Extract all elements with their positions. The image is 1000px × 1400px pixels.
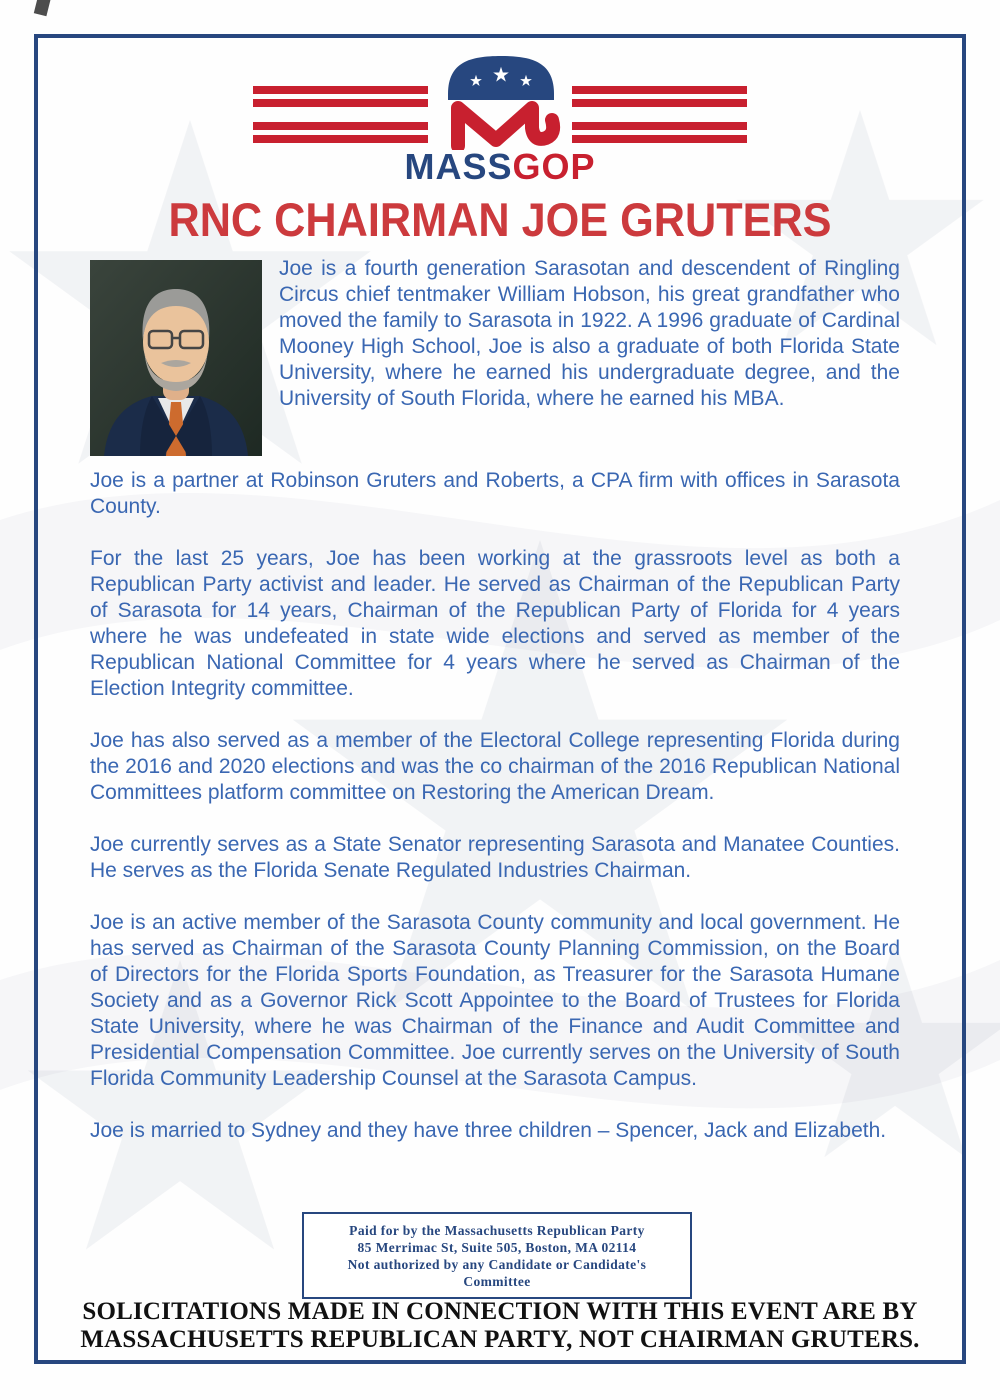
logo-stripe-right <box>572 135 747 143</box>
disclaimer-line: Committee <box>463 1274 531 1289</box>
massgop-elephant-icon <box>438 52 564 150</box>
solicitation-notice <box>0 1298 1000 1354</box>
massgop-wordmark <box>0 146 1000 188</box>
paid-for-disclaimer-box <box>302 1212 692 1299</box>
bio-paragraph-5: Joe currently serves as a State Senator representing Sarasota and Manatee Counties. He serves as the Florida Senate Regulated Industries Chairman. <box>90 833 900 882</box>
solicitation-line-1: SOLICITATIONS MADE IN CONNECTION WITH THIS EVENT ARE BY <box>82 1298 918 1325</box>
logo-stripe-right <box>572 86 747 94</box>
logo-stripe-left <box>253 99 428 107</box>
page-title: RNC CHAIRMAN JOE GRUTERS <box>168 193 832 246</box>
bio-paragraph-2: Joe is a partner at Robinson Gruters and Roberts, a CPA firm with offices in Sarasota County. <box>90 469 900 518</box>
bio-paragraph-4: Joe has also served as a member of the Electoral College representing Florida during the 2016 and 2020 elections and was the co chairman of the 2016 Republican National Committees platform committee on Restoring the American Dream. <box>90 729 900 804</box>
disclaimer-line: Not authorized by any Candidate or Candidate's <box>347 1257 647 1272</box>
logo-stripe-left <box>253 122 428 130</box>
logo-stripe-right <box>572 99 747 107</box>
brand-mass: MASS <box>404 146 513 187</box>
logo-stripe-left <box>253 86 428 94</box>
bio-paragraph-6: Joe is an active member of the Sarasota County community and local government. He has served as Chairman of the Sarasota County Planning Commission, on the Board of Directors for the Florida Sports Foundation, as Treasurer for the Sarasota Humane Society and as a Governor Rick Scott Appointee to the Board of Trustees for Florida State University, where he was Chairman of the Finance and Audit Committee and Presidential Compensation Committee. Joe currently serves on the University of South Florida Community Leadership Counsel at the Sarasota Campus. <box>90 911 900 1090</box>
disclaimer-line: 85 Merrimac St, Suite 505, Boston, MA 02114 <box>357 1240 637 1255</box>
logo-stripe-left <box>253 135 428 143</box>
solicitation-line-2: MASSACHUSETTS REPUBLICAN PARTY, NOT CHAIRMAN GRUTERS. <box>80 1326 920 1353</box>
intro-section <box>90 256 900 412</box>
disclaimer-line: Paid for by the Massachusetts Republican Party <box>349 1223 645 1238</box>
bio-paragraph-3: For the last 25 years, Joe has been working at the grassroots level as both a Republican Party activist and leader. He served as Chairman of the Republican Party of Sarasota for 14 years, Chairman of the Republican Party of Florida for 4 years where he was undefeated in state wide elections and served as member of the Republican National Committee for 4 years where he served as Chairman of the Election Integrity committee. <box>90 547 900 700</box>
brand-gop: GOP <box>512 146 596 187</box>
joe-gruters-photo <box>90 260 262 456</box>
logo-stripe-right <box>572 122 747 130</box>
bio-paragraph-7: Joe is married to Sydney and they have three children – Spencer, Jack and Elizabeth. <box>90 1119 887 1142</box>
bio-content <box>90 256 900 1170</box>
bio-paragraph-1: Joe is a fourth generation Sarasotan and descendent of Ringling Circus chief tentmaker William Hobson, his great grandfather who moved the family to Sarasota in 1922. A 1996 graduate of Cardinal Mooney High School, Joe is also a graduate of both Florida State University, where he earned his undergraduate degree, and the University of South Florida, where he earned his MBA. <box>279 257 900 410</box>
